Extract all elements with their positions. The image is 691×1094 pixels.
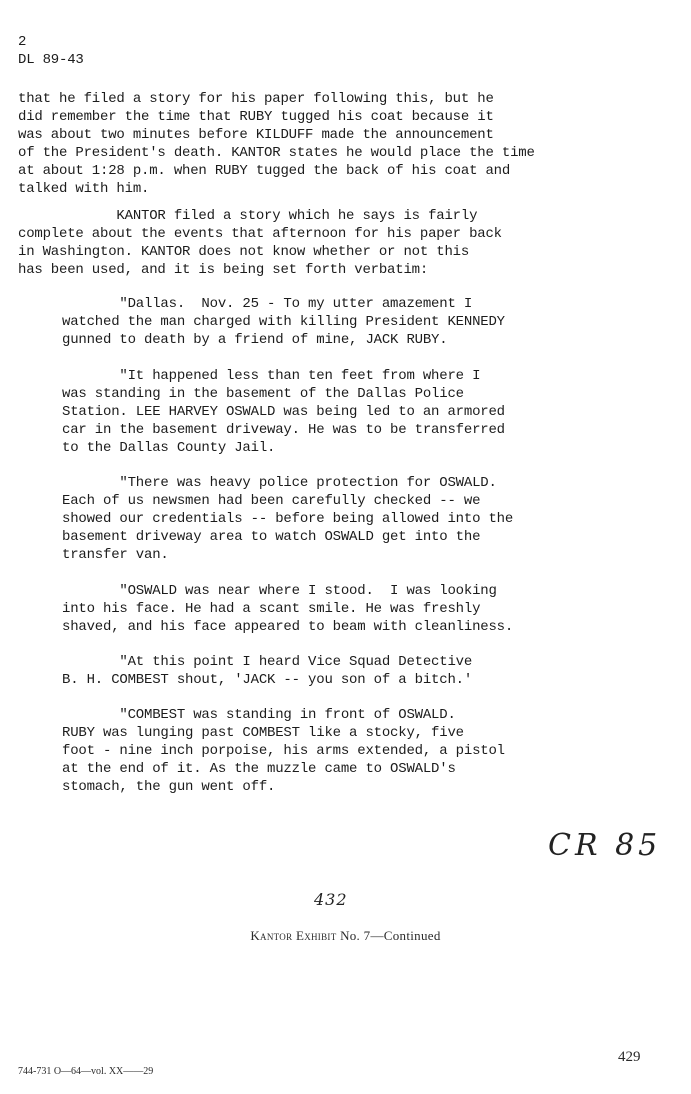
- text-line: did remember the time that RUBY tugged his coat because it: [18, 109, 494, 125]
- file-reference: DL 89-43: [18, 52, 84, 68]
- text-line: at the end of it. As the muzzle came to OSWALD's: [62, 761, 456, 777]
- text-line: basement driveway area to watch OSWALD get into the: [62, 529, 481, 545]
- text-line: was standing in the basement of the Dallas Police: [62, 386, 464, 402]
- text-line: Each of us newsmen had been carefully checked -- we: [62, 493, 481, 509]
- text-line: "OSWALD was near where I stood. I was looking: [62, 583, 497, 599]
- text-line: watched the man charged with killing President KENNEDY: [62, 314, 505, 330]
- text-line: B. H. COMBEST shout, 'JACK -- you son of a bitch.': [62, 672, 473, 688]
- text-line: into his face. He had a scant smile. He was freshly: [62, 601, 481, 617]
- text-line: stomach, the gun went off.: [62, 779, 276, 795]
- paragraph-1: [18, 90, 535, 198]
- text-line: "It happened less than ten feet from where I: [62, 368, 481, 384]
- text-line: RUBY was lunging past COMBEST like a stocky, five: [62, 725, 464, 741]
- text-line: "There was heavy police protection for OSWALD.: [62, 475, 497, 491]
- quote-paragraph-1: [62, 295, 505, 349]
- paragraph-2: [18, 207, 502, 279]
- text-line: of the President's death. KANTOR states he would place the time: [18, 145, 535, 161]
- text-line: at about 1:28 p.m. when RUBY tugged the back of his coat and: [18, 163, 511, 179]
- text-line: to the Dallas County Jail.: [62, 440, 276, 456]
- quote-paragraph-4: [62, 582, 513, 636]
- page-number: 2: [18, 34, 27, 50]
- caption-kantor: Kantor: [250, 928, 293, 943]
- text-line: "COMBEST was standing in front of OSWALD.: [62, 707, 456, 723]
- caption-rest: No. 7—Continued: [340, 928, 441, 943]
- handwritten-initials: CR 85: [548, 828, 662, 863]
- text-line: has been used, and it is being set forth verbatim:: [18, 262, 429, 278]
- quote-paragraph-2: [62, 367, 505, 457]
- text-line: "At this point I heard Vice Squad Detective: [62, 654, 473, 670]
- text-line: car in the basement driveway. He was to be transferred: [62, 422, 505, 438]
- text-line: foot - nine inch porpoise, his arms extended, a pistol: [62, 743, 505, 759]
- text-line: in Washington. KANTOR does not know whether or not this: [18, 244, 470, 260]
- text-line: shaved, and his face appeared to beam with cleanliness.: [62, 619, 514, 635]
- text-line: was about two minutes before KILDUFF made the announcement: [18, 127, 494, 143]
- exhibit-caption: [0, 928, 691, 944]
- text-line: "Dallas. Nov. 25 - To my utter amazement I: [62, 296, 473, 312]
- print-code: 744-731 O—64—vol. XX——29: [18, 1066, 154, 1077]
- text-line: showed our credentials -- before being allowed into the: [62, 511, 514, 527]
- text-line: transfer van.: [62, 547, 169, 563]
- caption-exhibit: Exhibit: [295, 928, 337, 943]
- folio-number: 429: [618, 1049, 641, 1065]
- text-line: gunned to death by a friend of mine, JACK RUBY.: [62, 332, 448, 348]
- quote-paragraph-3: [62, 474, 513, 564]
- handwritten-page-mark: 432: [314, 890, 348, 909]
- text-line: talked with him.: [18, 181, 150, 197]
- text-line: Station. LEE HARVEY OSWALD was being led to an armored: [62, 404, 505, 420]
- quote-paragraph-5: [62, 653, 472, 689]
- quote-paragraph-6: [62, 706, 505, 796]
- text-line: that he filed a story for his paper following this, but he: [18, 91, 494, 107]
- text-line: complete about the events that afternoon for his paper back: [18, 226, 502, 242]
- text-line: KANTOR filed a story which he says is fairly: [18, 208, 478, 224]
